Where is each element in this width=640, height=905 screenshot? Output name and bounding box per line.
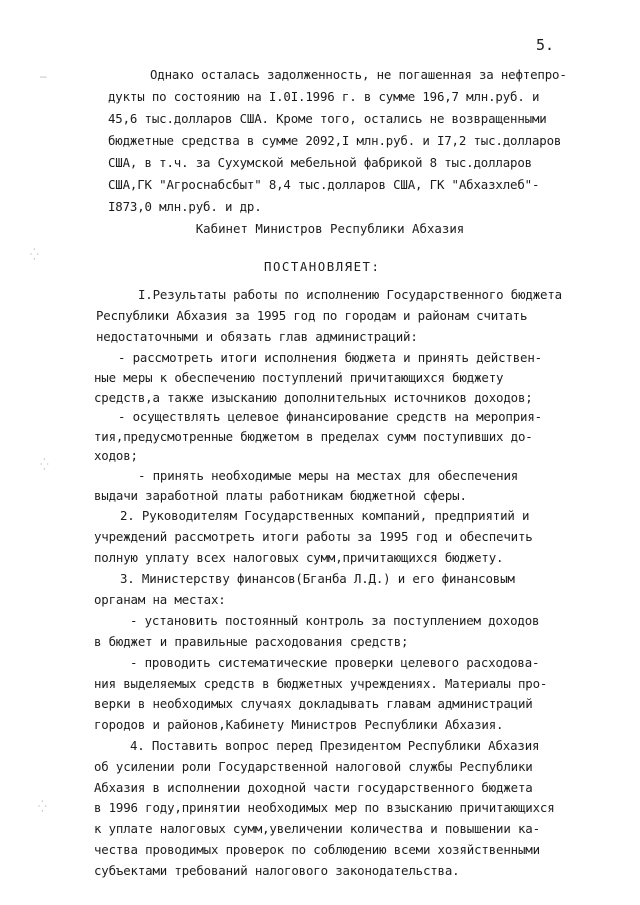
text-line: - осуществлять целевое финансирование средств на мероприя- xyxy=(118,409,542,424)
text-line: Абхазия в исполнении доходной части государственного бюджета xyxy=(94,780,533,795)
text-line: тия,предусмотренные бюджетом в пределах сумм поступивших до- xyxy=(94,429,533,444)
text-line: - рассмотреть итоги исполнения бюджета и принять действен- xyxy=(118,350,542,365)
text-line: ходов; xyxy=(94,448,138,463)
text-line: учреждений рассмотреть итоги работы за 1995 год и обеспечить xyxy=(94,529,533,544)
text-line: чества проводимых проверок по соблюдению всеми хозяйственными xyxy=(94,842,540,857)
scan-mark: ⁛ xyxy=(30,248,39,261)
text-line: I.Результаты работы по исполнению Государственного бюджета xyxy=(138,287,562,302)
text-line: субъектами требований налогового законодательства. xyxy=(94,863,460,878)
text-line: выдачи заработной платы работникам бюджетной сферы. xyxy=(94,488,467,503)
text-line: - проводить систематические проверки целевого расходова- xyxy=(130,655,540,670)
text-line: дукты по состоянию на I.0I.1996 г. в сумме 196,7 млн.руб. и xyxy=(108,89,540,104)
text-line: органам на местах: xyxy=(94,592,226,607)
text-line: ные меры к обеспечению поступлений причитающихся бюджету xyxy=(94,370,504,385)
text-line: 4. Поставить вопрос перед Президентом Республики Абхазия xyxy=(130,738,540,753)
scan-mark: ⁛ xyxy=(38,800,47,813)
text-line: в 1996 году,принятии необходимых мер по взысканию причитающихся xyxy=(94,800,555,815)
page-number: 5. xyxy=(536,36,555,54)
text-line: городов и районов,Кабинету Министров Республики Абхазия. xyxy=(94,717,504,732)
text-line: бюджетные средства в сумме 2092,I млн.руб. и I7,2 тыс.долларов xyxy=(108,133,562,148)
scan-mark: ⁛ xyxy=(40,458,49,471)
text-line: США,ГК "Агроснабсбыт" 8,4 тыс.долларов США, ГК "Абхазхлеб"- xyxy=(108,177,540,192)
text-line: США, в т.ч. за Сухумской мебельной фабрикой 8 тыс.долларов xyxy=(108,155,532,170)
text-line: I873,0 млн.руб. и др. xyxy=(108,199,262,214)
cabinet-heading: Кабинет Министров Республики Абхазия xyxy=(195,221,465,236)
text-line: Однако осталась задолженность, не погашенная за нефтепро- xyxy=(150,67,567,82)
decree-heading: ПОСТАНОВЛЯЕТ: xyxy=(264,259,381,274)
text-line: Республики Абхазия за 1995 год по городам и районам считать xyxy=(96,308,528,323)
text-line: - принять необходимые меры на местах для обеспечения xyxy=(138,468,519,483)
text-line: к уплате налоговых сумм,увеличении количества и повышении ка- xyxy=(94,821,540,836)
text-line: 45,6 тыс.долларов США. Кроме того, остались не возвращенными xyxy=(108,111,547,126)
text-line: недостаточными и обязать глав администраций: xyxy=(96,329,418,344)
text-line: в бюджет и правильные расходования средств; xyxy=(94,634,409,649)
scan-mark: ̶ xyxy=(40,70,47,83)
text-line: 2. Руководителям Государственных компаний, предприятий и xyxy=(120,508,530,523)
text-line: об усилении роли Государственной налоговой службы Республики xyxy=(94,759,533,774)
text-line: средств,а также изысканию дополнительных источников доходов; xyxy=(94,390,533,405)
text-line: - установить постоянный контроль за поступлением доходов xyxy=(130,613,540,628)
text-line: 3. Министерству финансов(Бганба Л.Д.) и его финансовым xyxy=(120,571,515,586)
text-line: ния выделяемых средств в бюджетных учреждениях. Материалы про- xyxy=(94,676,548,691)
text-line: верки в необходимых случаях докладывать главам администраций xyxy=(94,696,533,711)
text-line: полную уплату всех налоговых сумм,причитающихся бюджету. xyxy=(94,550,504,565)
